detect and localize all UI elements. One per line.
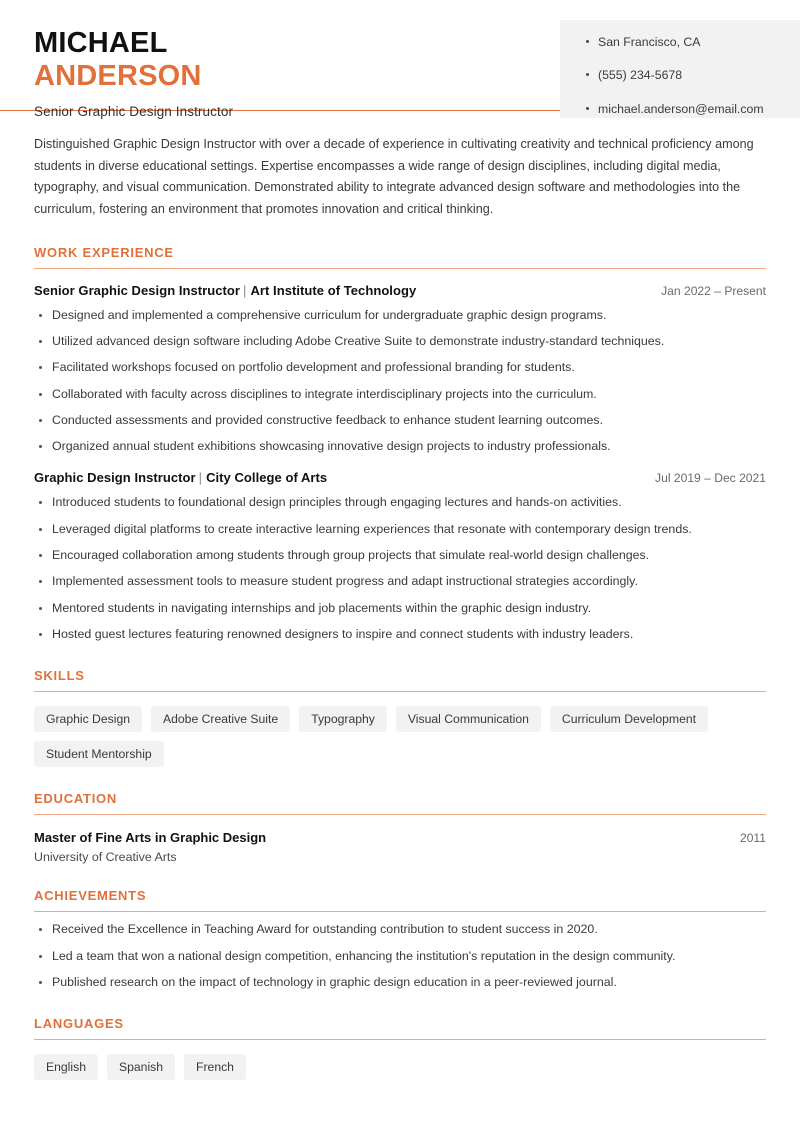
list-item: Facilitated workshops focused on portfolio development and professional branding for students.: [34, 359, 766, 377]
skill-chip: Graphic Design: [34, 706, 142, 732]
list-item: Hosted guest lectures featuring renowned designers to inspire and connect students with industry leaders.: [34, 626, 766, 644]
work-entry: [34, 470, 766, 644]
list-item: Designed and implemented a comprehensive curriculum for undergraduate graphic design programs.: [34, 307, 766, 325]
section-divider: [34, 268, 766, 269]
work-entry-title: [34, 470, 327, 485]
skill-chip: Student Mentorship: [34, 741, 164, 767]
list-item: Implemented assessment tools to measure student progress and adapt instructional strategies accordingly.: [34, 573, 766, 591]
language-chip: French: [184, 1054, 246, 1080]
work-entry-header: [34, 470, 766, 485]
list-item: Encouraged collaboration among students through group projects that simulate real-world design challenges.: [34, 547, 766, 565]
section-skills: [34, 668, 766, 767]
contact-panel: [560, 20, 800, 118]
list-item: Organized annual student exhibitions showcasing innovative design projects to industry professionals.: [34, 438, 766, 456]
work-entry-header: [34, 283, 766, 298]
section-title-achievements: ACHIEVEMENTS: [34, 888, 147, 904]
professional-summary: Distinguished Graphic Design Instructor with over a decade of experience in cultivating creativity and technical proficiency among students in diverse educational settings. Expertise encompasses a wide range of design disciplines, including digital media, typography, and visual communication. Demonstrated ability to integrate advanced design software and methodologies into the curriculum, fostering an environment that promotes innovation and critical thinking.: [34, 137, 754, 216]
list-item: Introduced students to foundational design principles through engaging lectures and hands-on activities.: [34, 494, 766, 512]
work-entry-title: [34, 283, 416, 298]
languages-chip-list: [34, 1054, 766, 1080]
skill-chip: Typography: [299, 706, 387, 732]
section-education: [34, 791, 766, 864]
list-item: Leveraged digital platforms to create interactive learning experiences that resonate with contemporary design trends.: [34, 521, 766, 539]
work-entry-role: Graphic Design Instructor: [34, 470, 196, 486]
list-item: Led a team that won a national design competition, enhancing the institution's reputation in the design community.: [34, 948, 766, 966]
skill-chip: Curriculum Development: [550, 706, 708, 732]
language-chip: English: [34, 1054, 98, 1080]
work-entry-bullets: [34, 307, 766, 457]
education-degree: Master of Fine Arts in Graphic Design: [34, 830, 267, 846]
work-entry-bullets: [34, 494, 766, 644]
list-item: Mentored students in navigating internships and job placements within the graphic design industry.: [34, 600, 766, 618]
section-languages: [34, 1016, 766, 1080]
language-chip: Spanish: [107, 1054, 175, 1080]
work-entry-company: Art Institute of Technology: [250, 282, 417, 298]
list-item: Received the Excellence in Teaching Award for outstanding contribution to student success in 2020.: [34, 921, 766, 939]
education-school: University of Creative Arts: [34, 850, 177, 865]
title-separator: |: [198, 470, 203, 486]
work-entry-date: Jan 2022 – Present: [661, 283, 766, 298]
section-achievements: [34, 888, 766, 992]
skill-chip: Visual Communication: [396, 706, 541, 732]
last-name: ANDERSON: [34, 60, 202, 93]
title-separator: |: [243, 282, 247, 298]
list-item: Conducted assessments and provided constructive feedback to enhance student learning outcomes.: [34, 412, 766, 430]
list-item: Utilized advanced design software including Adobe Creative Suite to demonstrate industry-standard techniques.: [34, 333, 766, 351]
resume-content: [0, 134, 800, 1080]
section-divider: [34, 1039, 766, 1040]
section-divider: [34, 814, 766, 815]
list-item: Collaborated with faculty across disciplines to integrate interdisciplinary projects into the curriculum.: [34, 386, 766, 404]
achievements-list: [34, 921, 766, 992]
first-name: MICHAEL: [34, 27, 168, 59]
education-entry-header: [34, 830, 766, 845]
section-divider: [34, 691, 766, 692]
work-entry: [34, 283, 766, 457]
section-title-skills: SKILLS: [34, 667, 85, 683]
section-title-work-experience: WORK EXPERIENCE: [34, 244, 174, 260]
education-year: 2011: [739, 831, 766, 846]
header-job-title: Senior Graphic Design Instructor: [34, 104, 234, 120]
contact-location: San Francisco, CA: [586, 36, 800, 48]
section-title-education: EDUCATION: [34, 791, 118, 807]
work-entry-company: City College of Arts: [206, 470, 328, 486]
skills-chip-list: [34, 706, 766, 767]
section-divider: [34, 911, 766, 912]
contact-email[interactable]: michael.anderson@email.com: [586, 103, 800, 115]
work-entry-date: Jul 2019 – Dec 2021: [655, 471, 766, 486]
section-title-languages: LANGUAGES: [34, 1015, 124, 1031]
section-work-experience: [34, 245, 766, 644]
skill-chip: Adobe Creative Suite: [151, 706, 290, 732]
work-entry-role: Senior Graphic Design Instructor: [34, 282, 241, 298]
contact-phone[interactable]: (555) 234-5678: [586, 69, 800, 81]
resume-header: [0, 0, 800, 120]
list-item: Published research on the impact of technology in graphic design education in a peer-reviewed journal.: [34, 974, 766, 992]
education-entry: [34, 830, 766, 864]
